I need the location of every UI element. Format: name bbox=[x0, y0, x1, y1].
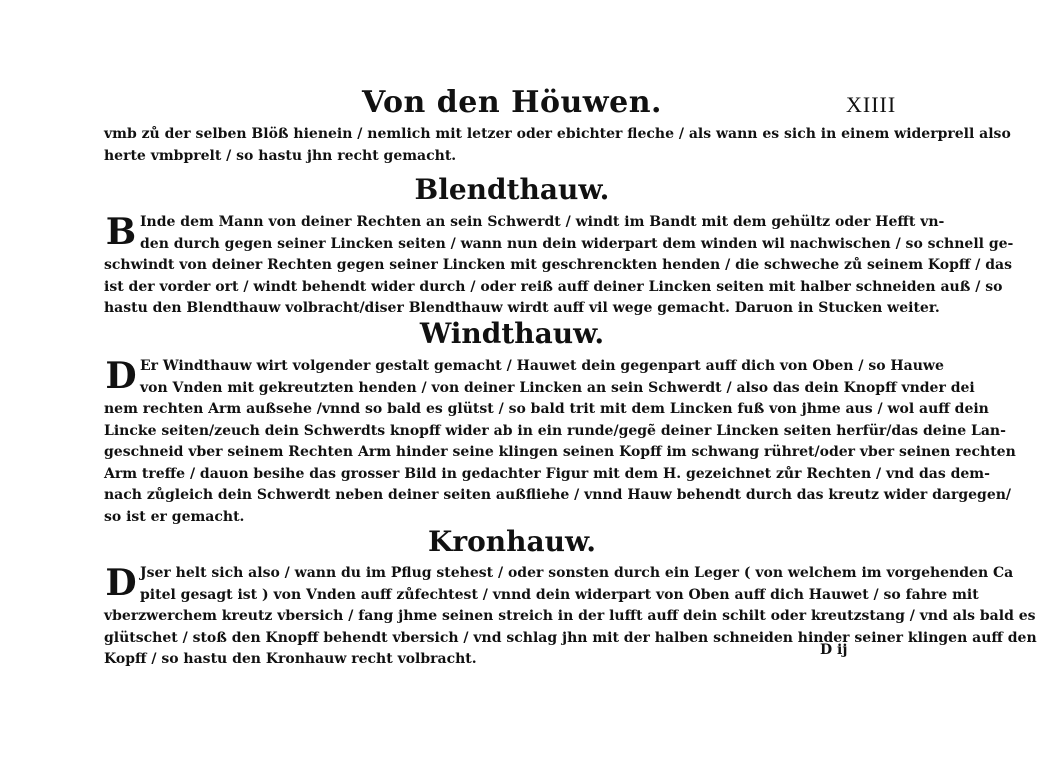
text-line: nem rechten Arm außsehe /vnnd so bald es glütst / so bald trit mit dem Lincken fuß von jhme aus / wol auff dein bbox=[104, 401, 989, 417]
text-line: Inde dem Mann von deiner Rechten an sein Schwerdt / windt im Bandt mit dem gehültz oder Hefft vn- bbox=[140, 214, 945, 230]
text-line: Lincke seiten/zeuch dein Schwerdts knopff wider ab in ein runde/gegẽ deiner Lincken seiten herfür/das deine Lan- bbox=[104, 422, 1006, 439]
section-paragraph-windthauw bbox=[104, 355, 1016, 528]
section-heading-blendthauw: Blendthauw. bbox=[414, 173, 610, 206]
running-title: Von den Höuwen. bbox=[362, 85, 662, 120]
text-line: glütschet / stoß den Knopff behendt vbersich / vnd schlag jhn mit der halben schneiden hinder seiner klingen auff den bbox=[104, 629, 1037, 646]
text-line: hastu den Blendthauw volbracht/diser Blendthauw wirdt auff vil wege gemacht. Daruon in Stucken weiter. bbox=[104, 300, 940, 316]
text-line: von Vnden mit gekreutzten henden / von deiner Lincken an sein Schwerdt / also das dein Knopff vnder dei bbox=[140, 379, 975, 396]
drop-initial: D bbox=[105, 355, 137, 397]
text-line: geschneid vber seinem Rechten Arm hinder seine klingen seinen Kopff im schwang rühret/oder vber seinen rechten bbox=[104, 444, 1016, 460]
text-line: schwindt von deiner Rechten gegen seiner Lincken mit geschrenckten henden / die schweche zů seinem Kopff / das bbox=[104, 257, 1012, 273]
signature-mark: D ij bbox=[820, 642, 848, 658]
text-line: Kopff / so hastu den Kronhauw recht volbracht. bbox=[104, 651, 477, 667]
text-line: Arm treffe / dauon besihe das grosser Bild in gedachter Figur mit dem H. gezeichnet zůr Rechten / vnd das dem- bbox=[104, 465, 990, 482]
section-paragraph-blendthauw bbox=[104, 211, 1014, 320]
section-paragraph-kronhauw bbox=[104, 562, 1037, 671]
section-heading-kronhauw: Kronhauw. bbox=[427, 525, 596, 558]
drop-initial: B bbox=[105, 211, 137, 253]
text-line: nach zůgleich dein Schwerdt neben deiner seiten außfliehe / vnnd Hauw behendt durch das kreutz wider dargegen/ bbox=[104, 487, 1012, 503]
text-line: so ist er gemacht. bbox=[104, 508, 245, 525]
text-line: den durch gegen seiner Lincken seiten / wann nun dein widerpart dem winden wil nachwischen / so schnell ge- bbox=[140, 235, 1014, 252]
text-line: vmb zů der selben Blöß hienein / nemlich mit letzer oder ebichter fleche / als wann es sich in einem widerprell also bbox=[104, 126, 1011, 142]
drop-initial: D bbox=[105, 562, 137, 604]
text-line: vberzwerchem kreutz vbersich / fang jhme seinen streich in der lufft auff dein schilt oder kreutzstang / vnd als bald es bbox=[104, 608, 1036, 624]
text-line: pitel gesagt ist ) von Vnden auff zůfechtest / vnnd dein widerpart von Oben auff dich Hauwet / so fahre mit bbox=[140, 586, 979, 603]
folio-number: XIIII bbox=[846, 92, 897, 117]
intro-paragraph bbox=[104, 124, 1011, 167]
text-line: ist der vorder ort / windt behendt wider durch / oder reiß auff deiner Lincken seiten mit halber schneiden auß / so bbox=[104, 278, 1003, 295]
text-line: Jser helt sich also / wann du im Pflug stehest / oder sonsten durch ein Leger ( von welchem im vorgehenden Ca bbox=[140, 565, 1014, 581]
text-line: herte vmbprelt / so hastu jhn recht gemacht. bbox=[104, 147, 457, 164]
text-line: Er Windthauw wirt volgender gestalt gemacht / Hauwet dein gegenpart auff dich von Oben / so Hauwe bbox=[140, 358, 944, 374]
section-heading-windthauw: Windthauw. bbox=[419, 317, 605, 350]
